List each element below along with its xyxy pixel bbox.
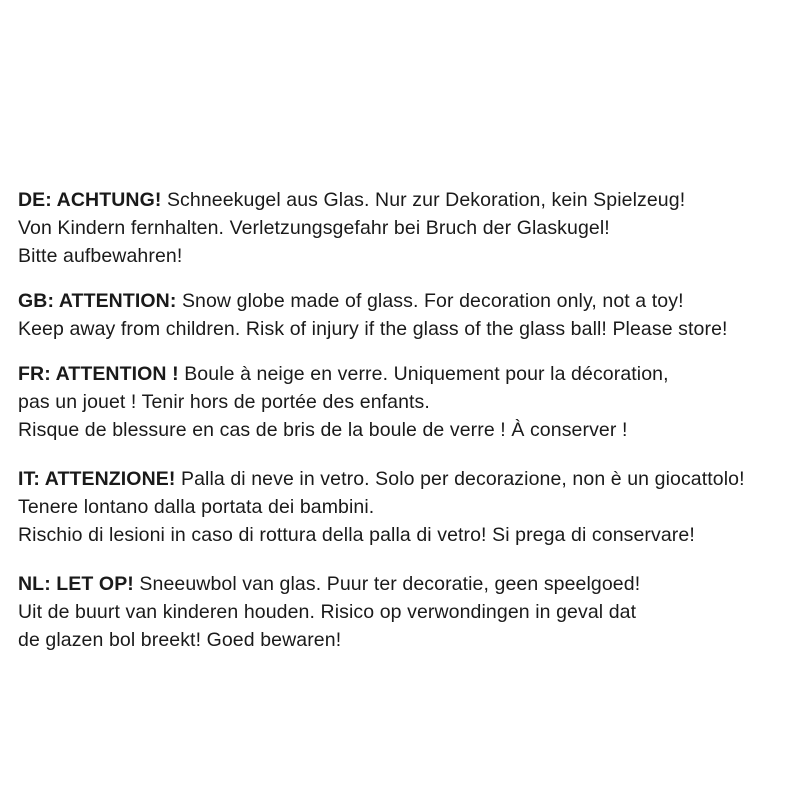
warning-line: Bitte aufbewahren! [18, 245, 183, 267]
warning-line: de glazen bol breekt! Goed bewaren! [18, 629, 342, 651]
warning-text: Schneekugel aus Glas. Nur zur Dekoration, kein Spielzeug! [166, 189, 686, 211]
warning-line: Uit de buurt van kinderen houden. Risico op verwondingen in geval dat [18, 601, 637, 623]
warning-line: Von Kindern fernhalten. Verletzungsgefahr bei Bruch der Glaskugel! [18, 217, 610, 239]
warning-block-it [18, 465, 782, 549]
warning-line: Keep away from children. Risk of injury if the glass of the glass ball! Please store! [18, 318, 728, 340]
language-label-fr: FR: ATTENTION ! [18, 363, 179, 385]
warning-line: Tenere lontano dalla portata dei bambini. [18, 496, 375, 518]
warning-line [18, 570, 782, 598]
language-label-it: IT: ATTENZIONE! [18, 468, 176, 490]
warning-line: Rischio di lesioni in caso di rottura della palla di vetro! Si prega di conservare! [18, 524, 695, 546]
warning-line: pas un jouet ! Tenir hors de portée des enfants. [18, 391, 430, 413]
warning-text: Palla di neve in vetro. Solo per decorazione, non è un giocattolo! [180, 468, 745, 490]
warning-block-fr [18, 360, 782, 444]
warning-text: Snow globe made of glass. For decoration only, not a toy! [181, 290, 684, 312]
warning-text: Boule à neige en verre. Uniquement pour la décoration, [184, 363, 669, 385]
warning-line [18, 287, 782, 315]
warning-block-de [18, 186, 782, 270]
language-label-gb: GB: ATTENTION: [18, 290, 177, 312]
warning-block-gb [18, 287, 782, 343]
warning-text: Sneeuwbol van glas. Puur ter decoratie, geen speelgoed! [139, 573, 641, 595]
warning-block-nl [18, 570, 782, 654]
warning-line [18, 360, 782, 388]
warning-line: Risque de blessure en cas de bris de la boule de verre ! À conserver ! [18, 419, 628, 441]
warning-line [18, 465, 782, 493]
language-label-de: DE: ACHTUNG! [18, 189, 162, 211]
language-label-nl: NL: LET OP! [18, 573, 134, 595]
warning-line [18, 186, 782, 214]
